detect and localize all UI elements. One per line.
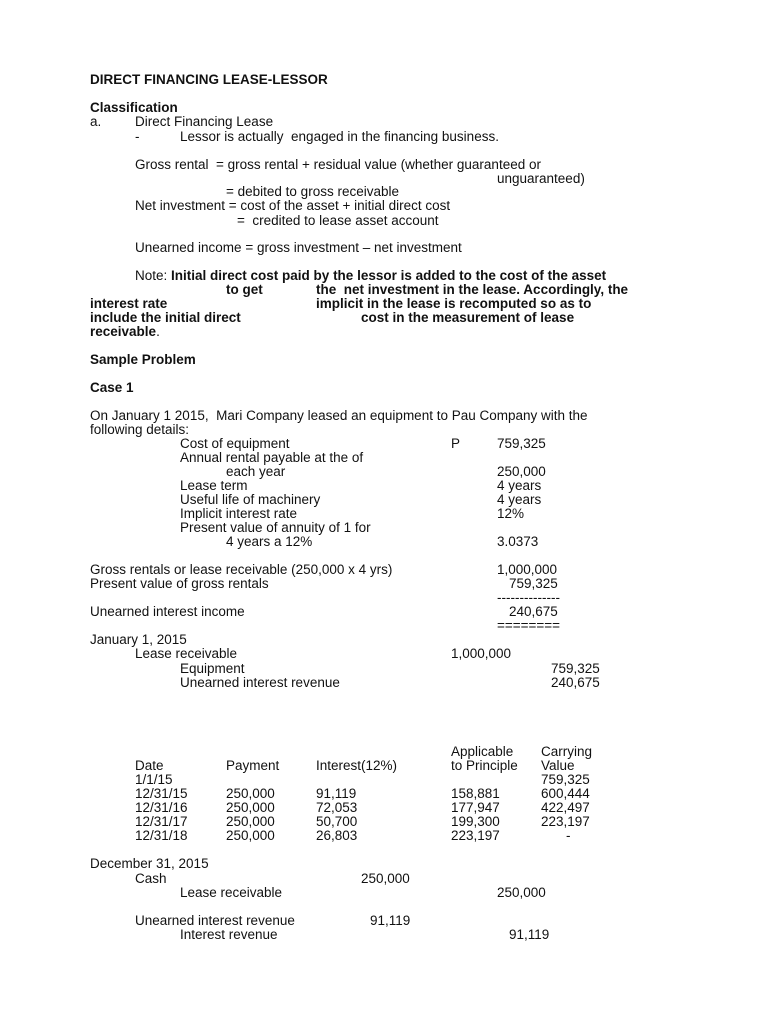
entry1-credit2-value: 240,675	[551, 675, 600, 690]
table-row-principal: 158,881	[451, 786, 500, 801]
table-row-payment: 250,000	[226, 786, 275, 801]
rental-label-1: Annual rental payable at the of	[180, 450, 364, 465]
classification-heading: Classification	[90, 100, 178, 115]
net-investment-line-1: Net investment = cost of the asset + initial direct cost	[135, 198, 451, 213]
table-row-date: 12/31/16	[135, 800, 188, 815]
entry1-debit-value: 1,000,000	[451, 646, 512, 661]
sample-problem-heading: Sample Problem	[90, 352, 196, 367]
entry1-date: January 1, 2015	[90, 632, 187, 647]
note-line-4a: include the initial direct	[90, 310, 241, 325]
table-row-payment: 250,000	[226, 814, 275, 829]
pv-value: 3.0373	[497, 534, 539, 549]
entry1-debit-label: Lease receivable	[135, 646, 238, 661]
note-label: Note:	[135, 268, 172, 283]
bullet-dash: -	[135, 129, 140, 144]
unearned-income-value: 240,675	[509, 604, 558, 619]
intro-line-2: following details:	[90, 422, 190, 437]
rate-label: Implicit interest rate	[180, 506, 298, 521]
note-text-1: Initial direct cost paid by the lessor is added to the cost of the asset	[171, 268, 607, 283]
table-row-payment: 250,000	[226, 828, 275, 843]
header-applicable: Applicable	[451, 744, 514, 759]
table-row-principal: 223,197	[451, 828, 500, 843]
term-value: 4 years	[497, 478, 542, 493]
note-text-5-end: .	[156, 324, 160, 339]
cost-label: Cost of equipment	[180, 436, 290, 451]
table-row-interest: 72,053	[316, 800, 358, 815]
entry2-date: December 31, 2015	[90, 856, 209, 871]
rental-value: 250,000	[497, 464, 546, 479]
life-value: 4 years	[497, 492, 542, 507]
note-line-5	[90, 324, 160, 339]
pv-gross-label: Present value of gross rentals	[90, 576, 269, 591]
table-row-carrying: 600,444	[541, 786, 590, 801]
header-carrying: Carrying	[541, 744, 593, 759]
table-row-interest: 91,119	[316, 786, 357, 801]
entry2-credit2-value: 91,119	[509, 927, 550, 942]
row-initial-carrying: 759,325	[541, 772, 590, 787]
rental-label-2: each year	[226, 464, 286, 479]
entry2-credit1-label: Lease receivable	[180, 885, 283, 900]
note-line-4b: cost in the measurement of lease	[361, 310, 575, 325]
unearned-income-formula: Unearned income = gross investment – net investment	[135, 240, 462, 255]
entry2-debit1-label: Cash	[135, 871, 167, 886]
header-principle: to Principle	[451, 758, 518, 773]
intro-line-1: On January 1 2015, Mari Company leased an equipment to Pau Company with the	[90, 408, 588, 423]
table-row-date: 12/31/15	[135, 786, 188, 801]
table-row-payment: 250,000	[226, 800, 275, 815]
table-row-date: 12/31/17	[135, 814, 188, 829]
cost-value: 759,325	[497, 436, 546, 451]
note-line-1	[135, 268, 606, 283]
row-initial-date: 1/1/15	[135, 772, 173, 787]
pv-gross-value: 759,325	[509, 576, 558, 591]
gross-rental-line-3: = debited to gross receivable	[226, 184, 399, 199]
unearned-income-label: Unearned interest income	[90, 604, 245, 619]
entry2-credit2-label: Interest revenue	[180, 927, 278, 942]
entry1-credit1-label: Equipment	[180, 661, 245, 676]
cost-currency: P	[451, 436, 461, 451]
entry2-debit2-label: Unearned interest revenue	[135, 913, 295, 928]
life-label: Useful life of machinery	[180, 492, 321, 507]
note-line-2b: the net investment in the lease. Accordingly, the	[316, 282, 629, 297]
entry2-credit1-value: 250,000	[497, 885, 546, 900]
dash-rule: --------------	[497, 590, 560, 605]
rate-value: 12%	[497, 506, 525, 521]
note-text-5: receivable	[90, 324, 157, 339]
double-rule: ========	[497, 618, 561, 633]
table-row-carrying: 223,197	[541, 814, 590, 829]
pv-label-2: 4 years a 12%	[226, 534, 313, 549]
gross-rental-line-1: Gross rental = gross rental + residual value (whether guaranteed or	[135, 157, 541, 172]
note-line-3a: interest rate	[90, 296, 168, 311]
item-label: Direct Financing Lease	[135, 114, 274, 129]
table-row-interest: 26,803	[316, 828, 358, 843]
case-heading: Case 1	[90, 380, 134, 395]
note-line-3b: implicit in the lease is recomputed so as to	[316, 296, 592, 311]
header-value: Value	[541, 758, 575, 773]
item-letter: a.	[90, 114, 102, 129]
table-row-principal: 177,947	[451, 800, 500, 815]
term-label: Lease term	[180, 478, 248, 493]
table-row-carrying: -	[566, 828, 571, 843]
table-row-date: 12/31/18	[135, 828, 188, 843]
gross-rental-line-2: unguaranteed)	[497, 171, 585, 186]
gross-rentals-label: Gross rentals or lease receivable (250,000 x 4 yrs)	[90, 562, 393, 577]
entry2-debit2-value: 91,119	[370, 913, 411, 928]
header-payment: Payment	[226, 758, 280, 773]
table-row-carrying: 422,497	[541, 800, 590, 815]
header-interest: Interest(12%)	[316, 758, 398, 773]
table-row-principal: 199,300	[451, 814, 500, 829]
note-line-2a: to get	[226, 282, 263, 297]
entry1-credit2-label: Unearned interest revenue	[180, 675, 340, 690]
header-date: Date	[135, 758, 164, 773]
entry2-debit1-value: 250,000	[361, 871, 410, 886]
net-investment-line-2: = credited to lease asset account	[237, 213, 439, 228]
entry1-credit1-value: 759,325	[551, 661, 600, 676]
page-title: DIRECT FINANCING LEASE-LESSOR	[90, 72, 328, 87]
table-row-interest: 50,700	[316, 814, 358, 829]
bullet-text: Lessor is actually engaged in the financing business.	[180, 129, 499, 144]
gross-rentals-value: 1,000,000	[497, 562, 558, 577]
pv-label-1: Present value of annuity of 1 for	[180, 520, 371, 535]
